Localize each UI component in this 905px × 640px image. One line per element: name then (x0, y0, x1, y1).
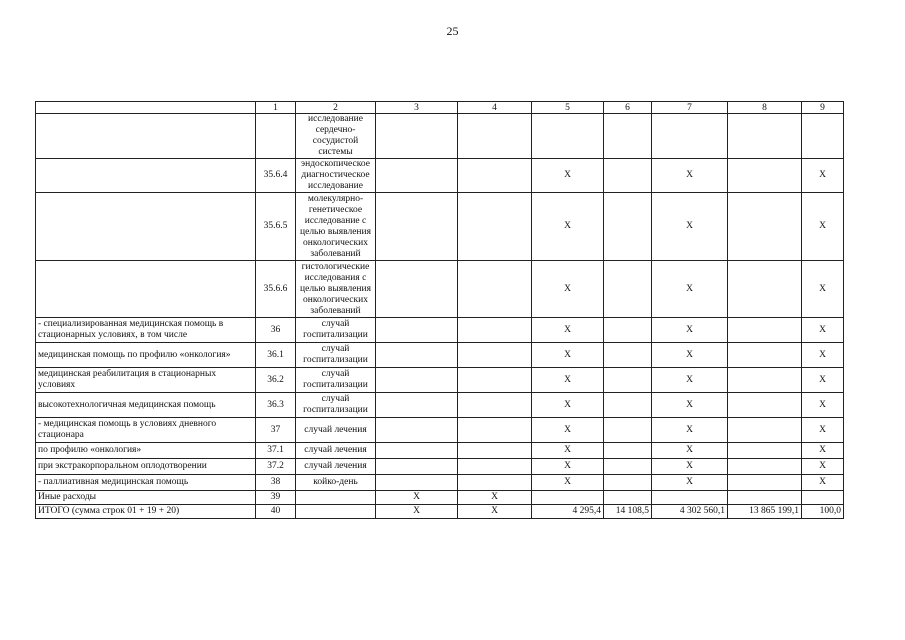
col5-cell (532, 491, 604, 505)
table-row (36, 505, 844, 519)
col5-cell: X (532, 343, 604, 368)
col8-cell: 13 865 199,1 (728, 505, 802, 519)
col6-cell (604, 418, 652, 443)
row-name-cell: при экстракорпоральном оплодотворении (36, 459, 256, 475)
row-name-cell: - специализированная медицинская помощь в стационарных условиях, в том числе (36, 318, 256, 343)
col7-cell (652, 491, 728, 505)
data-table (35, 101, 844, 519)
col4-cell (458, 343, 532, 368)
col6-cell (604, 475, 652, 491)
col6-cell: 14 108,5 (604, 505, 652, 519)
col9-cell: X (802, 443, 844, 459)
col9-cell: X (802, 368, 844, 393)
col8-cell (728, 459, 802, 475)
row-name-cell: - медицинская помощь в условиях дневного стационара (36, 418, 256, 443)
col3-cell (376, 159, 458, 193)
unit-cell: случай госпитализации (296, 343, 376, 368)
col8-cell (728, 443, 802, 459)
table-row (36, 459, 844, 475)
col9-cell (802, 114, 844, 159)
col9-cell: X (802, 159, 844, 193)
table-row (36, 343, 844, 368)
header-cell: 1 (256, 102, 296, 114)
col8-cell (728, 368, 802, 393)
col8-cell (728, 261, 802, 318)
unit-cell (296, 491, 376, 505)
unit-cell: молекулярно-генетическое исследование с целью выявления онкологических заболеваний (296, 193, 376, 261)
col4-cell (458, 114, 532, 159)
unit-cell: эндоскопическое диагностическое исследование (296, 159, 376, 193)
col7-cell: X (652, 418, 728, 443)
col7-cell: X (652, 159, 728, 193)
table-row (36, 418, 844, 443)
col3-cell (376, 193, 458, 261)
row-name-cell: медицинская помощь по профилю «онкология» (36, 343, 256, 368)
col5-cell (532, 114, 604, 159)
unit-cell: случай лечения (296, 459, 376, 475)
col5-cell: X (532, 261, 604, 318)
col9-cell: X (802, 393, 844, 418)
row-code-cell: 35.6.4 (256, 159, 296, 193)
col4-cell (458, 368, 532, 393)
header-cell: 7 (652, 102, 728, 114)
row-code-cell: 40 (256, 505, 296, 519)
col8-cell (728, 418, 802, 443)
table-row (36, 159, 844, 193)
table-row (36, 475, 844, 491)
header-cell (36, 102, 256, 114)
col3-cell: X (376, 491, 458, 505)
col4-cell (458, 418, 532, 443)
row-code-cell (256, 114, 296, 159)
unit-cell: случай госпитализации (296, 393, 376, 418)
row-name-cell: - паллиативная медицинская помощь (36, 475, 256, 491)
table-row (36, 443, 844, 459)
col7-cell: X (652, 459, 728, 475)
row-code-cell: 36 (256, 318, 296, 343)
col7-cell: X (652, 343, 728, 368)
col3-cell (376, 443, 458, 459)
col9-cell: X (802, 318, 844, 343)
row-code-cell: 35.6.6 (256, 261, 296, 318)
col3-cell (376, 318, 458, 343)
row-code-cell: 37.1 (256, 443, 296, 459)
col3-cell (376, 114, 458, 159)
col7-cell: X (652, 443, 728, 459)
col5-cell: X (532, 459, 604, 475)
table-row (36, 318, 844, 343)
col9-cell (802, 491, 844, 505)
col5-cell: X (532, 475, 604, 491)
col6-cell (604, 393, 652, 418)
row-name-cell (36, 261, 256, 318)
col3-cell (376, 343, 458, 368)
col9-cell: X (802, 418, 844, 443)
col6-cell (604, 443, 652, 459)
table-row (36, 393, 844, 418)
row-code-cell: 35.6.5 (256, 193, 296, 261)
col4-cell (458, 475, 532, 491)
col5-cell: X (532, 418, 604, 443)
col8-cell (728, 159, 802, 193)
col4-cell (458, 393, 532, 418)
col7-cell: X (652, 368, 728, 393)
column-number-header (36, 102, 844, 114)
col7-cell: X (652, 318, 728, 343)
col4-cell: X (458, 505, 532, 519)
col3-cell (376, 261, 458, 318)
col6-cell (604, 159, 652, 193)
col9-cell: X (802, 261, 844, 318)
row-name-cell: по профилю «онкология» (36, 443, 256, 459)
row-code-cell: 36.1 (256, 343, 296, 368)
col7-cell: 4 302 560,1 (652, 505, 728, 519)
unit-cell: гистологические исследования с целью выявления онкологических заболеваний (296, 261, 376, 318)
col5-cell: X (532, 159, 604, 193)
col7-cell: X (652, 193, 728, 261)
col7-cell: X (652, 393, 728, 418)
col9-cell: X (802, 343, 844, 368)
unit-cell: случай лечения (296, 418, 376, 443)
unit-cell (296, 505, 376, 519)
row-name-cell: высокотехнологичная медицинская помощь (36, 393, 256, 418)
row-name-cell: Иные расходы (36, 491, 256, 505)
col7-cell: X (652, 475, 728, 491)
header-cell: 4 (458, 102, 532, 114)
col3-cell: X (376, 505, 458, 519)
unit-cell: случай госпитализации (296, 368, 376, 393)
col6-cell (604, 459, 652, 475)
col8-cell (728, 491, 802, 505)
col9-cell: X (802, 193, 844, 261)
col9-cell: X (802, 475, 844, 491)
row-code-cell: 36.2 (256, 368, 296, 393)
col5-cell: 4 295,4 (532, 505, 604, 519)
header-cell: 5 (532, 102, 604, 114)
table-row (36, 261, 844, 318)
unit-cell: исследование сердечно-сосудистой системы (296, 114, 376, 159)
col5-cell: X (532, 443, 604, 459)
row-name-cell: медицинская реабилитация в стационарных условиях (36, 368, 256, 393)
col4-cell (458, 443, 532, 459)
header-cell: 2 (296, 102, 376, 114)
row-name-cell (36, 159, 256, 193)
col8-cell (728, 393, 802, 418)
col4-cell (458, 193, 532, 261)
col8-cell (728, 343, 802, 368)
col6-cell (604, 343, 652, 368)
col6-cell (604, 261, 652, 318)
col3-cell (376, 418, 458, 443)
col6-cell (604, 318, 652, 343)
page-number: 25 (446, 24, 459, 38)
col4-cell: X (458, 491, 532, 505)
row-code-cell: 39 (256, 491, 296, 505)
header-cell: 3 (376, 102, 458, 114)
col9-cell: 100,0 (802, 505, 844, 519)
row-code-cell: 37.2 (256, 459, 296, 475)
col6-cell (604, 491, 652, 505)
col3-cell (376, 368, 458, 393)
row-code-cell: 37 (256, 418, 296, 443)
col9-cell: X (802, 459, 844, 475)
col5-cell: X (532, 368, 604, 393)
col8-cell (728, 318, 802, 343)
col7-cell: X (652, 261, 728, 318)
col4-cell (458, 261, 532, 318)
col8-cell (728, 193, 802, 261)
table-row (36, 193, 844, 261)
header-cell: 9 (802, 102, 844, 114)
row-name-cell (36, 114, 256, 159)
col7-cell (652, 114, 728, 159)
col5-cell: X (532, 193, 604, 261)
unit-cell: койко-день (296, 475, 376, 491)
table-row (36, 368, 844, 393)
header-cell: 6 (604, 102, 652, 114)
row-name-cell (36, 193, 256, 261)
col6-cell (604, 368, 652, 393)
unit-cell: случай госпитализации (296, 318, 376, 343)
col6-cell (604, 114, 652, 159)
col5-cell: X (532, 393, 604, 418)
col3-cell (376, 393, 458, 418)
row-code-cell: 36.3 (256, 393, 296, 418)
col4-cell (458, 459, 532, 475)
col4-cell (458, 318, 532, 343)
col8-cell (728, 114, 802, 159)
col3-cell (376, 459, 458, 475)
row-code-cell: 38 (256, 475, 296, 491)
col8-cell (728, 475, 802, 491)
row-name-cell: ИТОГО (сумма строк 01 + 19 + 20) (36, 505, 256, 519)
unit-cell: случай лечения (296, 443, 376, 459)
col5-cell: X (532, 318, 604, 343)
table-row (36, 114, 844, 159)
col4-cell (458, 159, 532, 193)
table-row (36, 491, 844, 505)
col6-cell (604, 193, 652, 261)
header-cell: 8 (728, 102, 802, 114)
col3-cell (376, 475, 458, 491)
